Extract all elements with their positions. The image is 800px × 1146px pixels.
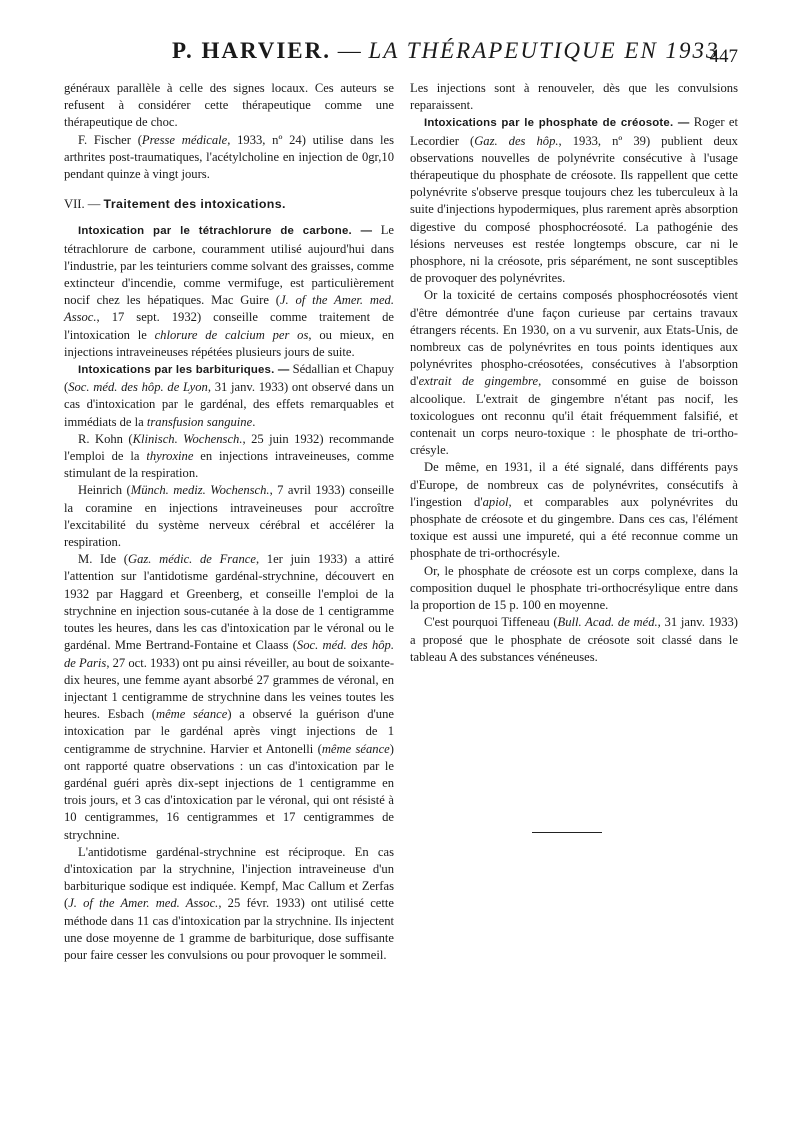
citation-source: Münch. mediz. Wochensch.: [130, 483, 270, 498]
citation-source: J. of the Amer. med. Assoc.: [64, 293, 394, 325]
paragraph: Or la toxicité de certains composés phosphocréosotés vient d'être démontrée d'une façon curieuse par certains travaux étrangers récents. En 1930, on a vu survenir, aux Etats-Unis, de nombreux cas de polynévrites en tous points identiques aux polynévrites phospho-créosotées, consécutives à l'absorption d'extrait de gingembre, consommé en guise de boisson alcoolique. L'extrait de gingembre n'étant pas nocif, les toxicologues ont reconnu qu'il était fréquemment falsifié, et contenait un corps neuro-toxique : le phosphate de tri-ortho-crésyle.: [410, 288, 738, 458]
section-heading: [64, 196, 394, 213]
running-head: [172, 38, 720, 64]
paragraph: De même, en 1931, il a été signalé, dans différents pays d'Europe, de nombreux cas de polynévrites, consécutifs à l'ingestion d'apiol, et comparables aux polynévrites du phosphate de créosote et du gingembre. Dans ces cas, l'élément toxique est aussi une impureté, qui a été reconnue comme un phosphate de tri-orthocrésyle.: [410, 460, 738, 561]
running-head-author: P. HARVIER.: [172, 38, 332, 63]
paragraph: Les injections sont à renouveler, dès que les convulsions reparaissent.: [410, 81, 738, 113]
running-head-dash: —: [331, 38, 369, 63]
subsection-heading: Intoxications par les barbituriques. —: [78, 364, 290, 377]
citation-source: Presse médicale: [141, 132, 228, 147]
citation-source: même séance: [155, 707, 228, 722]
section-title: Traitement des intoxications.: [103, 197, 286, 212]
paragraph: L'antidotisme gardénal-strychnine est réciproque. En cas d'intoxication par la strychnine, l'injection intraveineuse d'un barbiturique sodique est indiquée. Kempf, Mac Callum et Zerfas (J. of the Amer. med. Assoc., 25 févr. 1933) ont utilisé cette méthode dans 11 cas d'intoxication par la strychnine. Ils injectent une dose moyenne de 1 gramme de barbiturique, dose suffisante pour faire cesser les convulsions ou pour provoquer le sommeil.: [64, 844, 394, 962]
end-rule: [532, 832, 602, 833]
running-head-title: LA THÉRAPEUTIQUE EN 1933: [368, 38, 720, 63]
page-number: 447: [709, 46, 738, 67]
citation-source: Soc. méd. des hôp. de Lyon: [68, 380, 208, 395]
paragraph: F. Fischer (Presse médicale, 1933, nº 24) utilise dans les arthrites post-traumatiques, l'acétylcholine en injection de 0gr,10 pendant quinze à vingt jours.: [64, 132, 394, 182]
citation-source: Klinisch. Wochensch.: [132, 431, 243, 446]
citation-source: Soc. méd. des hôp. de Paris: [64, 638, 394, 670]
paragraph: C'est pourquoi Tiffeneau (Bull. Acad. de méd., 31 janv. 1933) a proposé que le phosphate de créosote soit classé dans le tableau A des substances vénéneuses.: [410, 615, 738, 664]
paragraph: Intoxications par le phosphate de créosote. — Roger et Lecordier (Gaz. des hôp., 1933, nº 39) publient deux observations nouvelles de polynévrite consécutive à l'usage thérapeutique du phosphate de créosote. Ils rappellent que cette polynévrite s'observe presque toujours chez les tuberculeux à la suite d'injections hypodermiques, plus rarement après absorption digestive du composé phosphocréosoté. La pathogénie des lésions nerveuses est restée longtemps obscure, car ni le phosphore, ni la créosote, pris séparément, ne sont susceptibles de provoquer des polynévrites.: [410, 115, 738, 286]
paragraph: Intoxication par le tétrachlorure de carbone. — Le tétrachlorure de carbone, couramment utilisé aujourd'hui dans l'industrie, par les teinturiers comme solvant des graisses, comme extincteur d'incendie, comme vermifuge, est particulièrement nocif chez les hépatiques. Mac Guire (J. of the Amer. med. Assoc., 17 sept. 1932) conseille comme traitement de l'intoxication le chlorure de calcium per os, ou mieux, en injections intraveineuses répétées plusieurs jours de suite.: [64, 223, 395, 359]
paragraph: R. Kohn (Klinisch. Wochensch., 25 juin 1932) recommande l'emploi de la thyroxine en injections intraveineuses, comme stimulant de la respiration.: [64, 431, 394, 481]
section-number: VII. —: [64, 197, 101, 212]
citation-source: Gaz. médic. de France: [127, 552, 256, 567]
right-column: [410, 80, 738, 666]
paragraph: généraux parallèle à celle des signes locaux. Ces auteurs se refusent à considérer cette thérapeutique comme une thérapeutique de choc.: [64, 81, 394, 130]
citation-source: Bull. Acad. de méd.: [557, 615, 658, 630]
term: extrait de gingembre: [418, 374, 539, 389]
drug-name: thyroxine: [146, 449, 194, 464]
paragraph: Intoxications par les barbituriques. — Sédallian et Chapuy (Soc. méd. des hôp. de Lyon, 31 janv. 1933) ont observé dans un cas d'intoxication par le gardénal, des effets remarquables et immédiats de la transfusion sanguine.: [64, 362, 394, 429]
term: apiol: [482, 494, 509, 509]
left-column: [64, 80, 394, 964]
subsection-heading: Intoxications par le phosphate de créosote. —: [424, 117, 690, 130]
page-header: [64, 38, 744, 78]
drug-name: chlorure de calcium per os: [154, 327, 309, 342]
citation-source: Gaz. des hôp.: [474, 133, 559, 148]
term: transfusion sanguine: [146, 414, 253, 429]
citation-source: même séance: [321, 741, 390, 756]
paragraph: Heinrich (Münch. mediz. Wochensch., 7 avril 1933) conseille la coramine en injections intraveineuses pour accroître l'excitabilité du système nerveux cérébral et accélérer la respiration.: [64, 483, 394, 550]
subsection-heading: Intoxication par le tétrachlorure de carbone. —: [78, 225, 373, 238]
paragraph: Or, le phosphate de créosote est un corps complexe, dans la composition duquel le phosphate tri-orthocrésylique entre dans la proportion de 15 p. 100 en moyenne.: [410, 563, 738, 613]
citation-source: J. of the Amer. med. Assoc.: [68, 896, 219, 911]
paragraph: M. Ide (Gaz. médic. de France, 1er juin 1933) a attiré l'attention sur l'antidotisme gardénal-strychnine, découvert en 1932 par Haggard et Greenberg, et conseille l'emploi de la strychnine en injection sous-cutanée à la dose de 1 centigramme toutes les heures, dans les cas d'intoxication par le véronal ou le gardénal. Mme Bertrand-Fontaine et Claass (Soc. méd. des hôp. de Paris, 27 oct. 1933) ont pu ainsi réveiller, au bout de soixante-dix heures, une femme ayant absorbé 27 grammes de véronal, en injectant 1 centigramme de strychnine dans les veines toutes les heures. Esbach (même séance) a observé la guérison d'une intoxication par le gardénal après vingt injections de 1 centigramme de strychnine. Harvier et Antonelli (même séance) ont rapporté quatre observations : un cas d'intoxication par le gardénal guéri après dix-sept injections de 1 centigramme en trois jours, et 3 cas d'intoxication par le véronal, qui ont résisté à 10 centigrammes, 16 centigrammes et 17 centigrammes de strychnine.: [64, 552, 395, 842]
